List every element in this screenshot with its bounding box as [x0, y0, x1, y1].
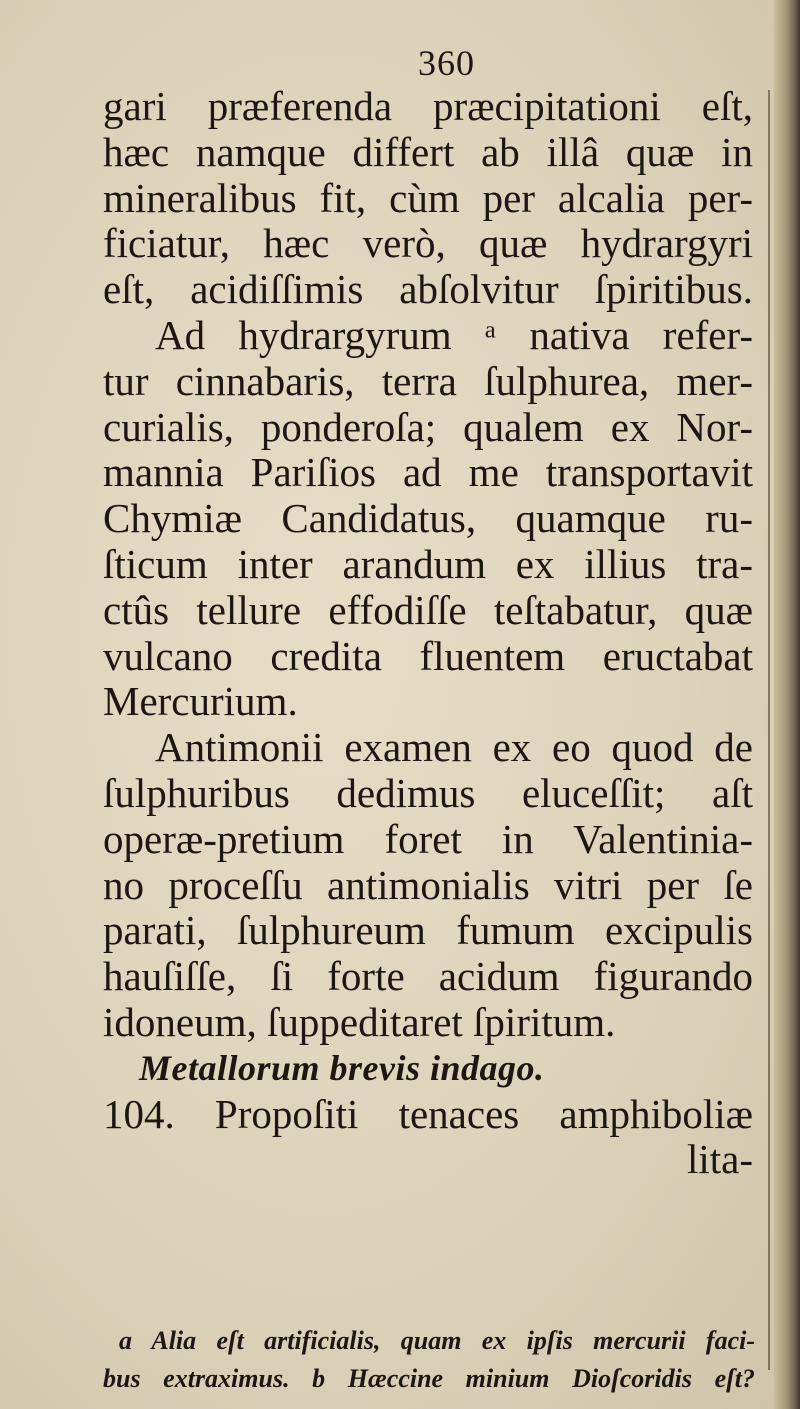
text-line: hauſiſſe, ſi forte acidum figurando	[103, 953, 753, 1000]
text-line: ficiatur, hæc verò, quæ hydrargyri	[103, 220, 753, 267]
text-line: no proceſſu antimonialis vitri per ſe	[103, 861, 753, 908]
text-line: vulcano credita fluentem eructabat	[103, 632, 753, 679]
binding-gutter	[774, 0, 800, 1409]
footnote-line: a Alia eſt artificialis, quam ex ipſis mercurii faci-	[119, 1326, 755, 1355]
text-line: ctûs tellure effodiſſe teſtabatur, quæ	[103, 586, 753, 633]
gutter-shadow-line	[768, 90, 770, 1370]
text-line: ſulphuribus dedimus eluceſſit; aſt	[103, 769, 753, 816]
paragraph-end-line: Mercurium.	[103, 678, 298, 725]
text-line: Chymiæ Candidatus, quamque ru-	[103, 495, 753, 542]
text-line: curialis, ponderoſa; qualem ex Nor-	[103, 403, 753, 450]
numbered-paragraph-line: 104. Propoſiti tenaces amphiboliæ	[103, 1090, 753, 1137]
text-line: operæ-pretium foret in Valentinia-	[103, 815, 753, 862]
paragraph-start-line: Ad hydrargyrum ᵃ nativa refer-	[155, 311, 753, 358]
section-heading: Metallorum brevis indago.	[139, 1047, 545, 1088]
text-line: parati, ſulphureum fumum excipulis	[103, 907, 753, 954]
text-line: hæc namque differt ab illâ quæ in	[103, 128, 753, 175]
text-line: mannia Pariſios ad me transportavit	[103, 449, 753, 496]
paragraph-end-line: idoneum, ſuppeditaret ſpiritum.	[103, 998, 616, 1045]
text-line: mineralibus fit, cùm per alcalia per-	[103, 174, 753, 221]
footnote-line: bus extraximus. b Hæccine minium Dioſcoridis eſt?	[103, 1364, 755, 1393]
catchword: lita-	[686, 1136, 753, 1183]
page-number: 360	[418, 43, 475, 83]
text-line: eſt, acidiſſimis abſolvitur ſpiritibus.	[103, 266, 753, 313]
text-line: tur cinnabaris, terra ſulphurea, mer-	[103, 357, 753, 404]
paragraph-start-line: Antimonii examen ex eo quod de	[155, 724, 753, 771]
text-line: gari præferenda præcipitationi eſt,	[103, 83, 753, 129]
text-line: ſticum inter arandum ex illius tra-	[103, 540, 753, 587]
footnotes	[103, 1322, 755, 1398]
body-text	[103, 84, 753, 1183]
